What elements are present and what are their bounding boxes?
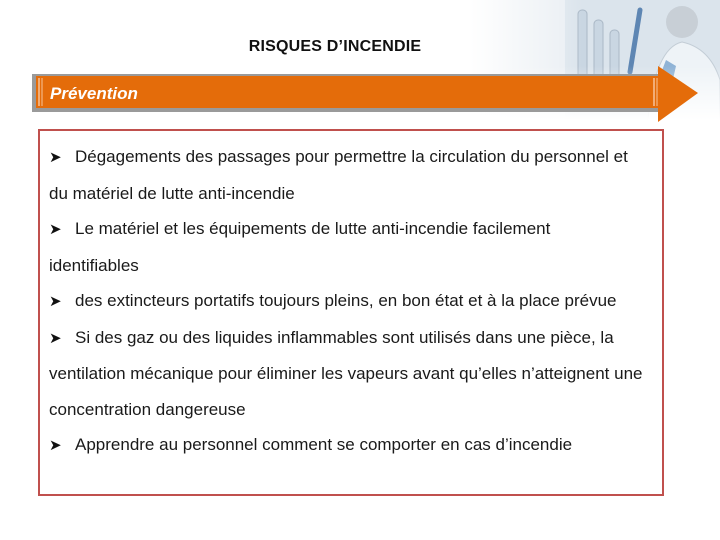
list-item — [49, 139, 644, 211]
arrowhead-bullet-icon: ➤ — [49, 437, 62, 454]
content-box — [38, 129, 664, 496]
page-title: RISQUES D’INCENDIE — [248, 38, 422, 55]
list-item — [49, 283, 644, 320]
section-label: Prévention — [50, 84, 138, 103]
list-item-text: des extincteurs portatifs toujours pleins, en bon état et à la place prévue — [75, 291, 617, 310]
list-item-text: Dégagements des passages pour permettre la circulation du personnel et du matériel de lutte anti-incendie — [49, 147, 628, 203]
list-item-text: Si des gaz ou des liquides inflammables sont utilisés dans une pièce, la ventilation mécanique pour éliminer les vapeurs avant qu’elles n’atteignent une concentration dangereuse — [49, 327, 643, 419]
list-item — [49, 211, 644, 283]
list-item-text: Le matériel et les équipements de lutte anti-incendie facilement identifiables — [49, 219, 551, 275]
arrowhead-bullet-icon: ➤ — [49, 221, 62, 238]
list-item-text: Apprendre au personnel comment se comporter en cas d’incendie — [75, 435, 573, 454]
list-item — [49, 320, 644, 428]
arrowhead-bullet-icon: ➤ — [49, 149, 62, 166]
bullet-list — [40, 131, 662, 464]
arrowhead-bullet-icon: ➤ — [49, 329, 62, 347]
list-item — [49, 427, 644, 464]
arrowhead-bullet-icon: ➤ — [49, 293, 62, 310]
